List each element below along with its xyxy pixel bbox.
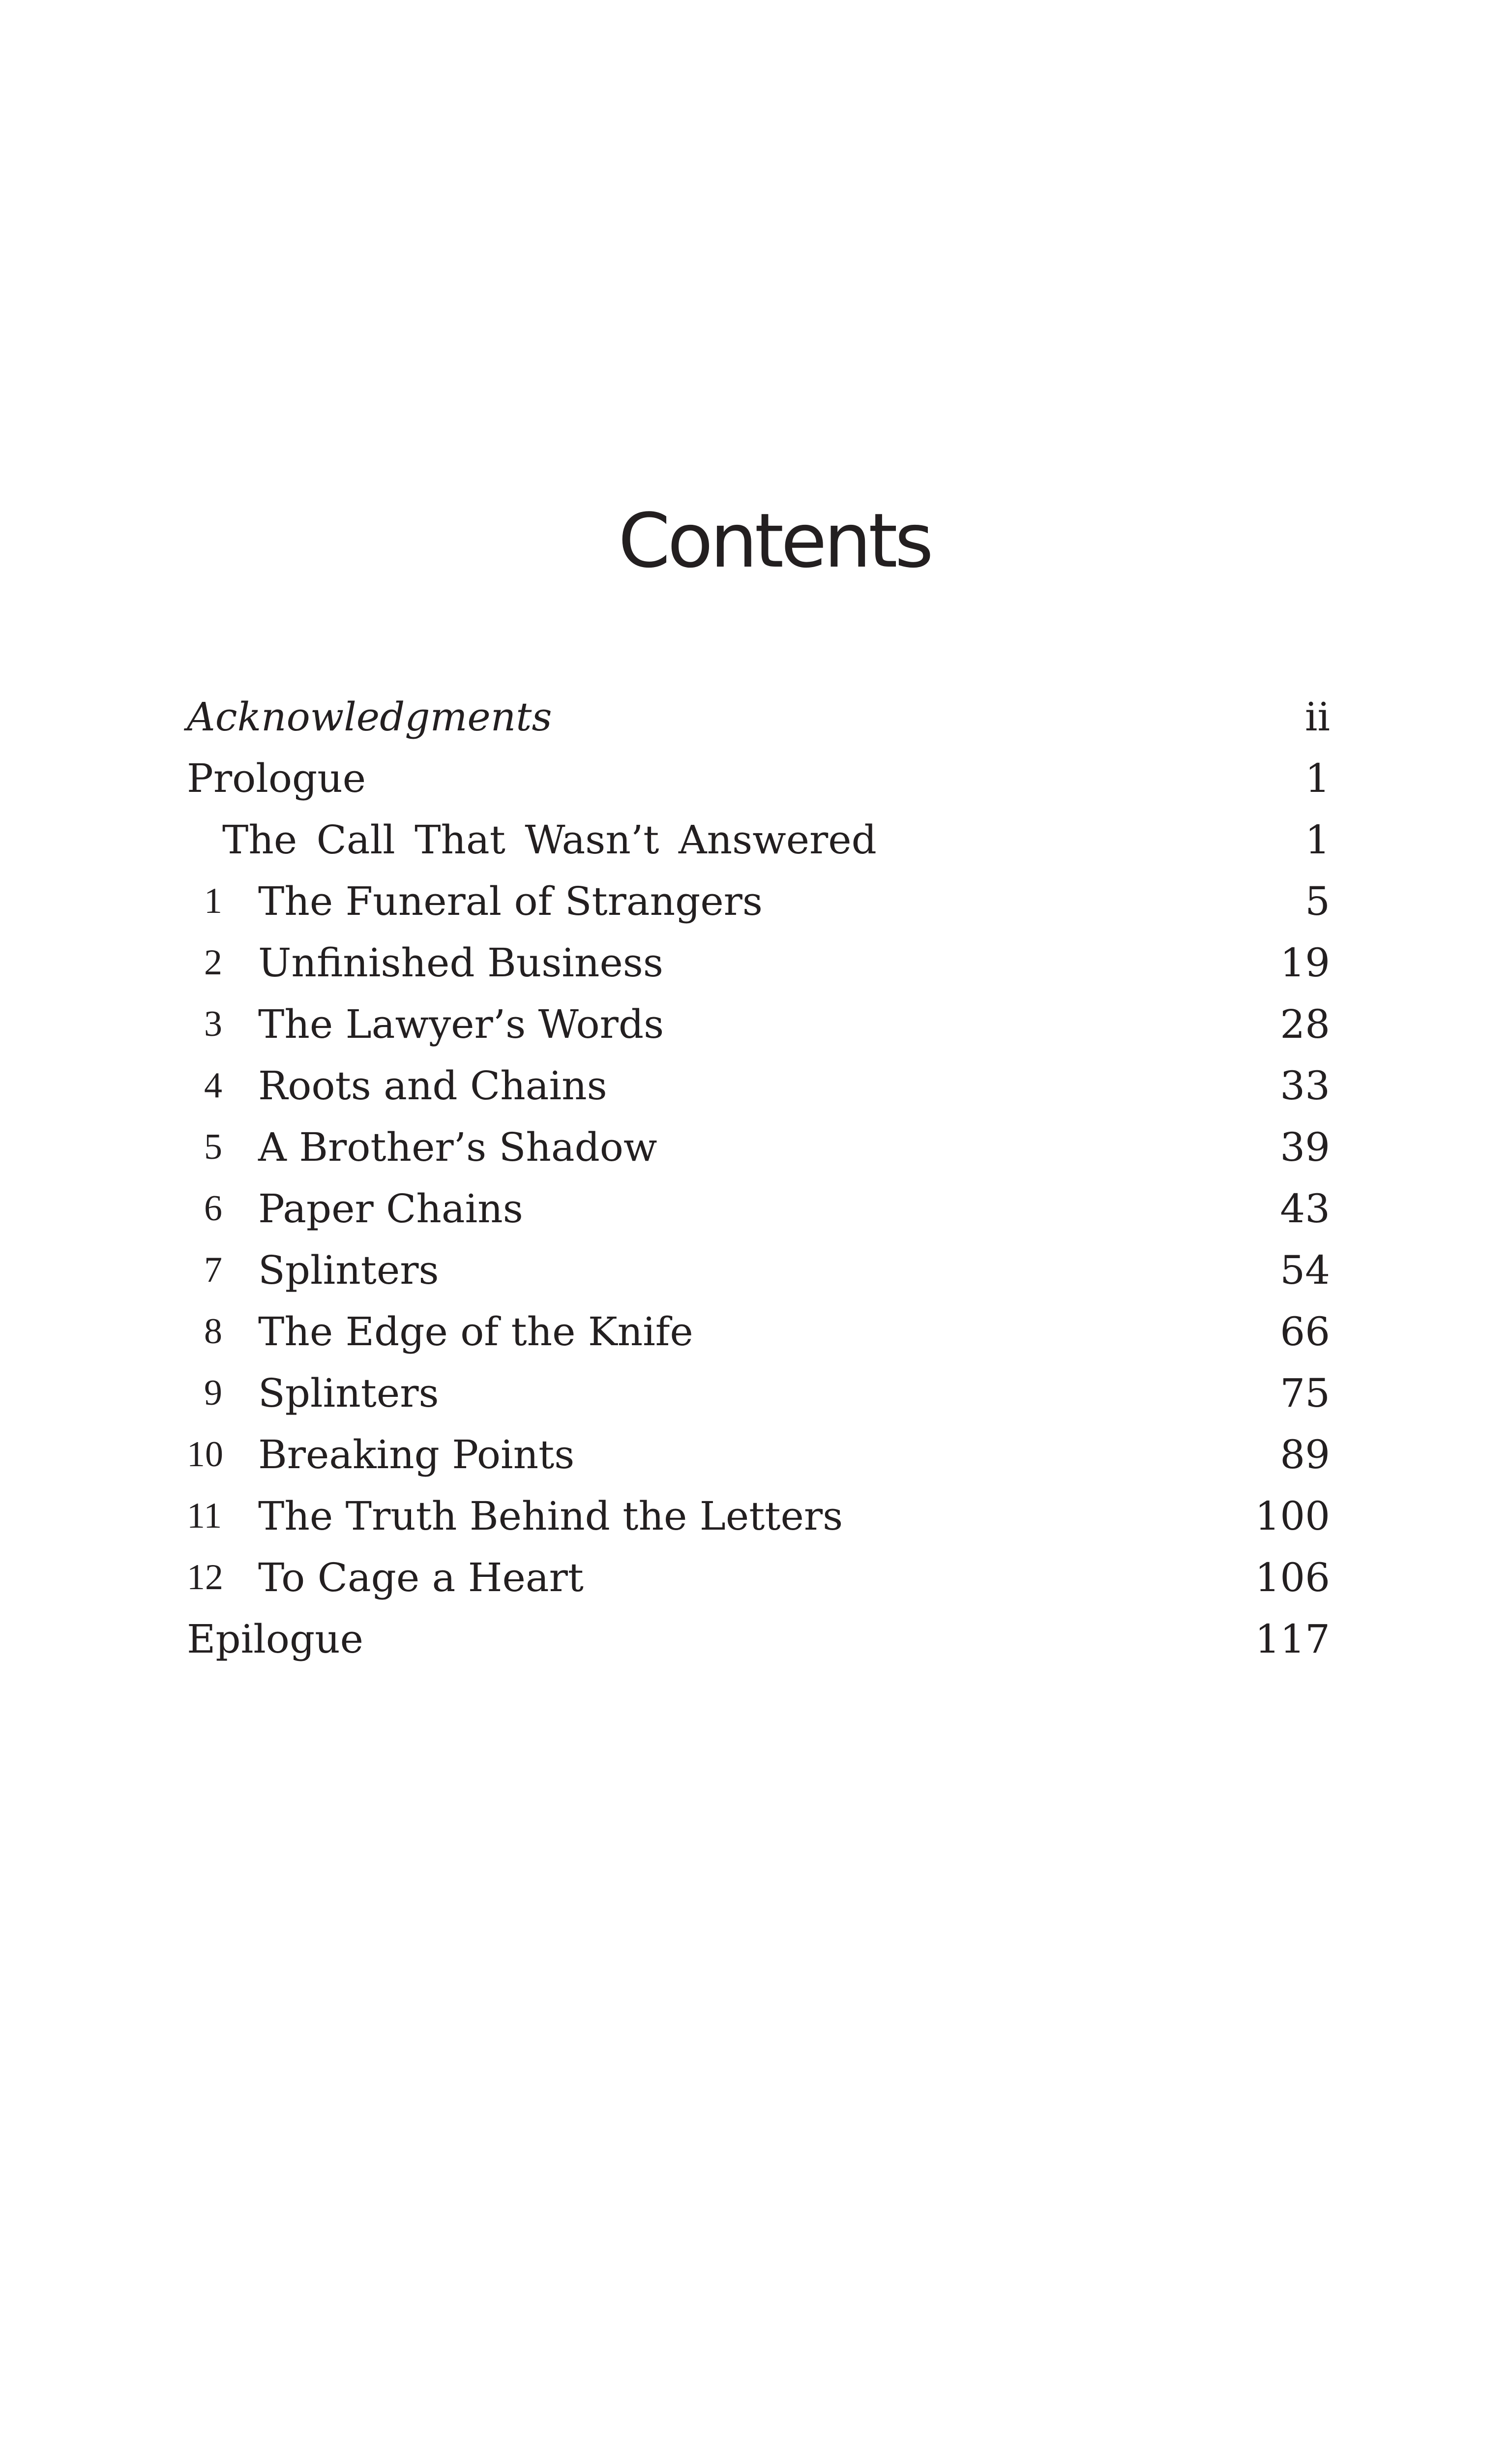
toc-entry-page: ii [1304, 694, 1330, 740]
toc-chapter-number: 12 [187, 1557, 223, 1598]
toc-entry-page: 43 [1280, 1186, 1330, 1232]
toc-entry-chapter-3[interactable] [187, 994, 1330, 1055]
toc-entry-page: 39 [1280, 1124, 1330, 1170]
toc-entry-title: Splinters [258, 1247, 439, 1293]
toc-entry-title: Breaking Points [258, 1432, 575, 1478]
toc-chapter-number: 1 [204, 881, 222, 921]
toc-entry-chapter-9[interactable] [187, 1362, 1330, 1424]
toc-entry-chapter-12[interactable] [187, 1547, 1330, 1608]
toc-entry-title: A Brother’s Shadow [258, 1124, 657, 1170]
toc-entry-title: The Edge of the Knife [258, 1309, 693, 1355]
page-title: Contents [618, 497, 931, 584]
toc-entry-page: 1 [1305, 817, 1330, 863]
toc-chapter-number: 2 [204, 942, 222, 983]
toc-entry-chapter-6[interactable] [187, 1178, 1330, 1239]
toc-entry-title: Paper Chains [258, 1186, 523, 1232]
toc-chapter-number: 10 [187, 1434, 223, 1475]
toc-entry-chapter-11[interactable] [187, 1485, 1330, 1547]
toc-entry-page: 117 [1255, 1616, 1330, 1662]
toc-entry-chapter-8[interactable] [187, 1301, 1330, 1362]
toc-chapter-number: 3 [204, 1004, 222, 1044]
toc-entry-chapter-10[interactable] [187, 1424, 1330, 1485]
toc-entry-title: The Lawyer’s Words [258, 1001, 664, 1047]
toc-entry-page: 19 [1280, 940, 1330, 986]
toc-chapter-number: 9 [204, 1373, 222, 1413]
toc-chapter-number: 5 [204, 1127, 222, 1167]
toc-entry-prologue-section[interactable] [187, 809, 1330, 871]
toc-entry-page: 106 [1255, 1555, 1330, 1600]
toc-entry-title: Unfinished Business [258, 940, 663, 986]
toc-entry-title: Roots and Chains [258, 1063, 607, 1109]
toc-entry-page: 100 [1255, 1493, 1330, 1539]
toc-entry-chapter-1[interactable] [187, 871, 1330, 932]
toc-entry-page: 5 [1305, 878, 1330, 924]
toc-entry-page: 54 [1280, 1247, 1330, 1293]
toc-entry-prologue[interactable] [187, 748, 1330, 809]
toc-entry-title: Acknowledgments [187, 694, 552, 740]
toc-chapter-number: 4 [204, 1065, 222, 1106]
toc-entry-chapter-4[interactable] [187, 1055, 1330, 1116]
toc-entry-title: The Funeral of Strangers [258, 878, 763, 924]
toc-entry-chapter-2[interactable] [187, 932, 1330, 994]
toc-chapter-number: 8 [204, 1311, 222, 1352]
toc-entry-page: 75 [1280, 1370, 1330, 1416]
toc-entry-page: 1 [1305, 755, 1330, 801]
toc-chapter-number: 7 [204, 1250, 222, 1290]
toc-entry-title: The Call That Wasn’t Answered [222, 817, 877, 863]
toc-entry-page: 89 [1280, 1432, 1330, 1478]
toc-entry-page: 33 [1280, 1063, 1330, 1109]
toc-entry-title: The Truth Behind the Letters [258, 1493, 843, 1539]
toc-entry-title: To Cage a Heart [258, 1555, 584, 1600]
toc-entry-title: Splinters [258, 1370, 439, 1416]
toc-entry-page: 66 [1280, 1309, 1330, 1355]
toc-entry-epilogue[interactable] [187, 1608, 1330, 1670]
toc-entry-chapter-7[interactable] [187, 1239, 1330, 1301]
toc-chapter-number: 11 [187, 1496, 222, 1536]
toc-entry-acknowledgments[interactable] [187, 686, 1330, 748]
toc-entry-page: 28 [1280, 1001, 1330, 1047]
table-of-contents [187, 686, 1330, 1670]
toc-entry-title: Prologue [187, 755, 366, 801]
toc-chapter-number: 6 [204, 1188, 222, 1229]
toc-entry-chapter-5[interactable] [187, 1116, 1330, 1178]
toc-entry-title: Epilogue [187, 1616, 364, 1662]
